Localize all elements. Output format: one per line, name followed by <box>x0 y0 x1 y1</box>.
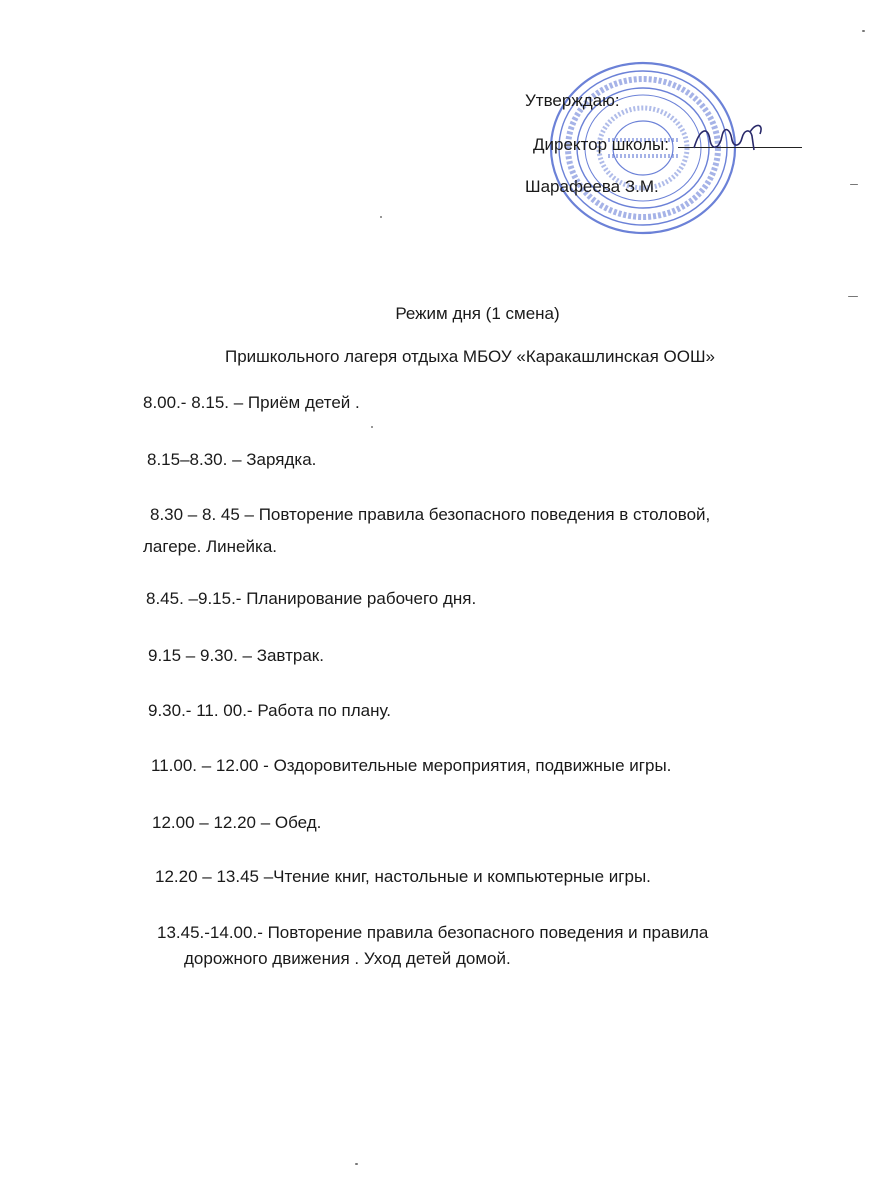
schedule-activity: Оздоровительные мероприятия, подвижные игры. <box>273 756 672 775</box>
scan-speck <box>371 426 373 428</box>
schedule-time: 8.00.- 8.15. – <box>143 393 248 412</box>
schedule-time: 11.00. – 12.00 - <box>151 756 274 775</box>
schedule-activity: Завтрак. <box>256 646 324 665</box>
schedule-item <box>151 755 671 777</box>
schedule-item <box>148 700 391 722</box>
schedule-time: 8.45. –9.15.- <box>146 589 247 608</box>
schedule-time: 8.15–8.30. – <box>147 450 247 469</box>
page-title: Режим дня (1 смена) <box>395 304 560 323</box>
director-label: Директор школы: <box>533 135 669 154</box>
schedule-item-continuation: дорожного движения . Уход детей домой. <box>184 949 511 968</box>
scan-speck <box>380 216 382 218</box>
page-subtitle: Пришкольного лагеря отдыха МБОУ «Каракашлинская ООШ» <box>224 347 716 366</box>
schedule-item <box>146 588 476 610</box>
schedule-activity: Обед. <box>274 813 322 832</box>
schedule-time: 9.15 – 9.30. – <box>148 646 257 665</box>
schedule-time: 9.30.- 11. 00.- <box>148 701 258 720</box>
scan-speck <box>848 296 858 297</box>
schedule-activity: Работа по плану. <box>257 701 392 720</box>
schedule-item <box>155 866 651 888</box>
schedule-item <box>148 645 324 667</box>
schedule-time: 8.30 – 8. 45 – <box>150 505 259 524</box>
schedule-activity: Чтение книг, настольные и компьютерные игры. <box>273 867 651 886</box>
schedule-item <box>157 922 708 944</box>
schedule-time: 13.45.-14.00.- <box>157 923 268 942</box>
schedule-activity: Зарядка. <box>246 450 317 469</box>
scan-speck <box>862 30 865 32</box>
schedule-activity: Повторение правила безопасного поведения и правила <box>267 923 709 942</box>
schedule-item <box>152 812 321 834</box>
director-signature <box>690 118 770 158</box>
scan-speck <box>850 184 858 185</box>
schedule-activity: Приём детей . <box>247 393 360 412</box>
schedule-time: 12.20 – 13.45 – <box>155 867 274 886</box>
schedule-item-continuation: лагере. Линейка. <box>143 537 277 556</box>
schedule-time: 12.00 – 12.20 – <box>152 813 275 832</box>
schedule-item <box>150 504 710 526</box>
schedule-item <box>143 392 360 414</box>
scan-speck <box>355 1163 358 1165</box>
director-name: Шарафеева З.М. <box>525 177 659 196</box>
approve-label: Утверждаю: <box>525 91 620 110</box>
schedule-item <box>147 449 316 471</box>
schedule-activity: Планирование рабочего дня. <box>246 589 477 608</box>
schedule-activity: Повторение правила безопасного поведения в столовой, <box>258 505 711 524</box>
